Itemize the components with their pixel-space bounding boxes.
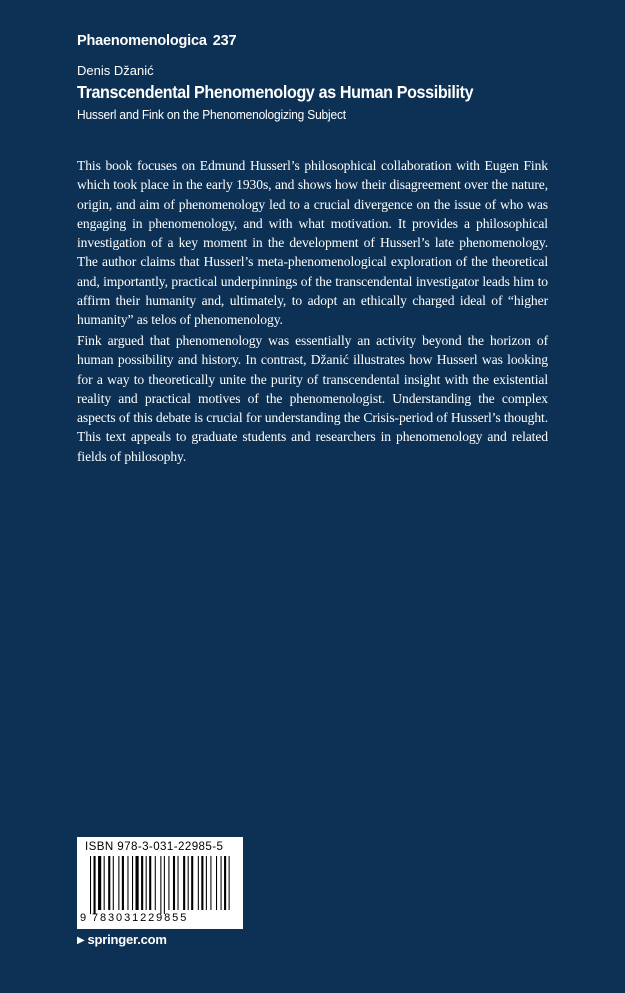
publisher-link[interactable] xyxy=(77,932,167,947)
blurb-paragraph-1: This book focuses on Edmund Husserl’s philosophical collaboration with Eugen Fink which took place in the early 1930s, and shows how their disagreement over the nature, origin, and aim of phenomenology led to a crucial divergence on the issue of who was engaging in phenomenology, and with what motivation. It provides a philosophical investigation of a key moment in the development of Husserl’s late phenomenology. The author claims that Husserl’s meta-phenomenological exploration of the theoretical and, importantly, practical underpinnings of the transcendental investigator leads him to affirm their humanity and, ultimately, to adopt an ethically charged ideal of “higher humanity” as telos of phenomenology. xyxy=(77,158,548,328)
barcode-bar xyxy=(191,856,193,910)
barcode-bar xyxy=(155,856,156,910)
series-number: 237 xyxy=(212,33,237,49)
barcode-bar xyxy=(160,856,161,914)
author-name: Denis Džanić xyxy=(77,63,154,78)
barcode-bar xyxy=(136,856,139,910)
barcode-bar xyxy=(178,856,179,910)
barcode-bar xyxy=(188,856,189,910)
barcode-bar xyxy=(113,856,114,910)
barcode-bar xyxy=(127,856,128,910)
series-name: Phaenomenologica xyxy=(77,33,207,49)
series-line xyxy=(77,33,236,49)
barcode-bar xyxy=(118,856,119,910)
blurb-paragraph-2: Fink argued that phenomenology was essentially an activity beyond the horizon of human possibility and history. In contrast, Džanić illustrates how Husserl was looking for a way to theoretically unite the purity of transcendental insight with the existential reality and practical motives of the phenomenologist. Understanding the complex aspects of this debate is crucial for understanding the Crisis-period of Husserl’s thought. This text appeals to graduate students and researchers in phenomenology and related fields of philosophy. xyxy=(77,333,548,464)
barcode-bar xyxy=(224,856,226,910)
barcode-bar xyxy=(216,856,217,910)
isbn-barcode-box xyxy=(77,837,243,929)
barcode-bar xyxy=(141,856,143,910)
barcode-bar xyxy=(108,856,110,910)
book-title: Transcendental Phenomenology as Human Possibility xyxy=(77,82,474,102)
barcode-bar xyxy=(132,856,133,910)
barcode-bar xyxy=(146,856,147,910)
barcode-bar xyxy=(183,856,185,910)
barcode-bar xyxy=(104,856,105,910)
barcode-bar xyxy=(198,856,199,910)
book-subtitle: Husserl and Fink on the Phenomenologizing Subject xyxy=(77,107,346,122)
triangle-right-icon: ▶ xyxy=(77,935,85,946)
publisher-website: springer.com xyxy=(87,932,167,947)
barcode-bar xyxy=(90,856,91,914)
barcode-bar xyxy=(229,856,230,910)
isbn-label: ISBN 978-3-031-22985-5 xyxy=(85,840,224,853)
barcode-bar xyxy=(168,856,169,910)
barcode-bar xyxy=(201,856,203,910)
barcode-bar xyxy=(122,856,124,910)
barcode-bar xyxy=(164,856,165,914)
ean-digits: 783031229855 xyxy=(92,912,189,924)
barcode-bar xyxy=(94,856,96,914)
ean-first-digit: 9 xyxy=(80,912,87,924)
barcode-bar xyxy=(149,856,151,910)
barcode-bar xyxy=(221,856,222,910)
barcode-bar xyxy=(98,856,101,910)
barcode-bar xyxy=(206,856,207,910)
barcode-bar xyxy=(173,856,175,910)
barcode-bar xyxy=(210,856,211,910)
